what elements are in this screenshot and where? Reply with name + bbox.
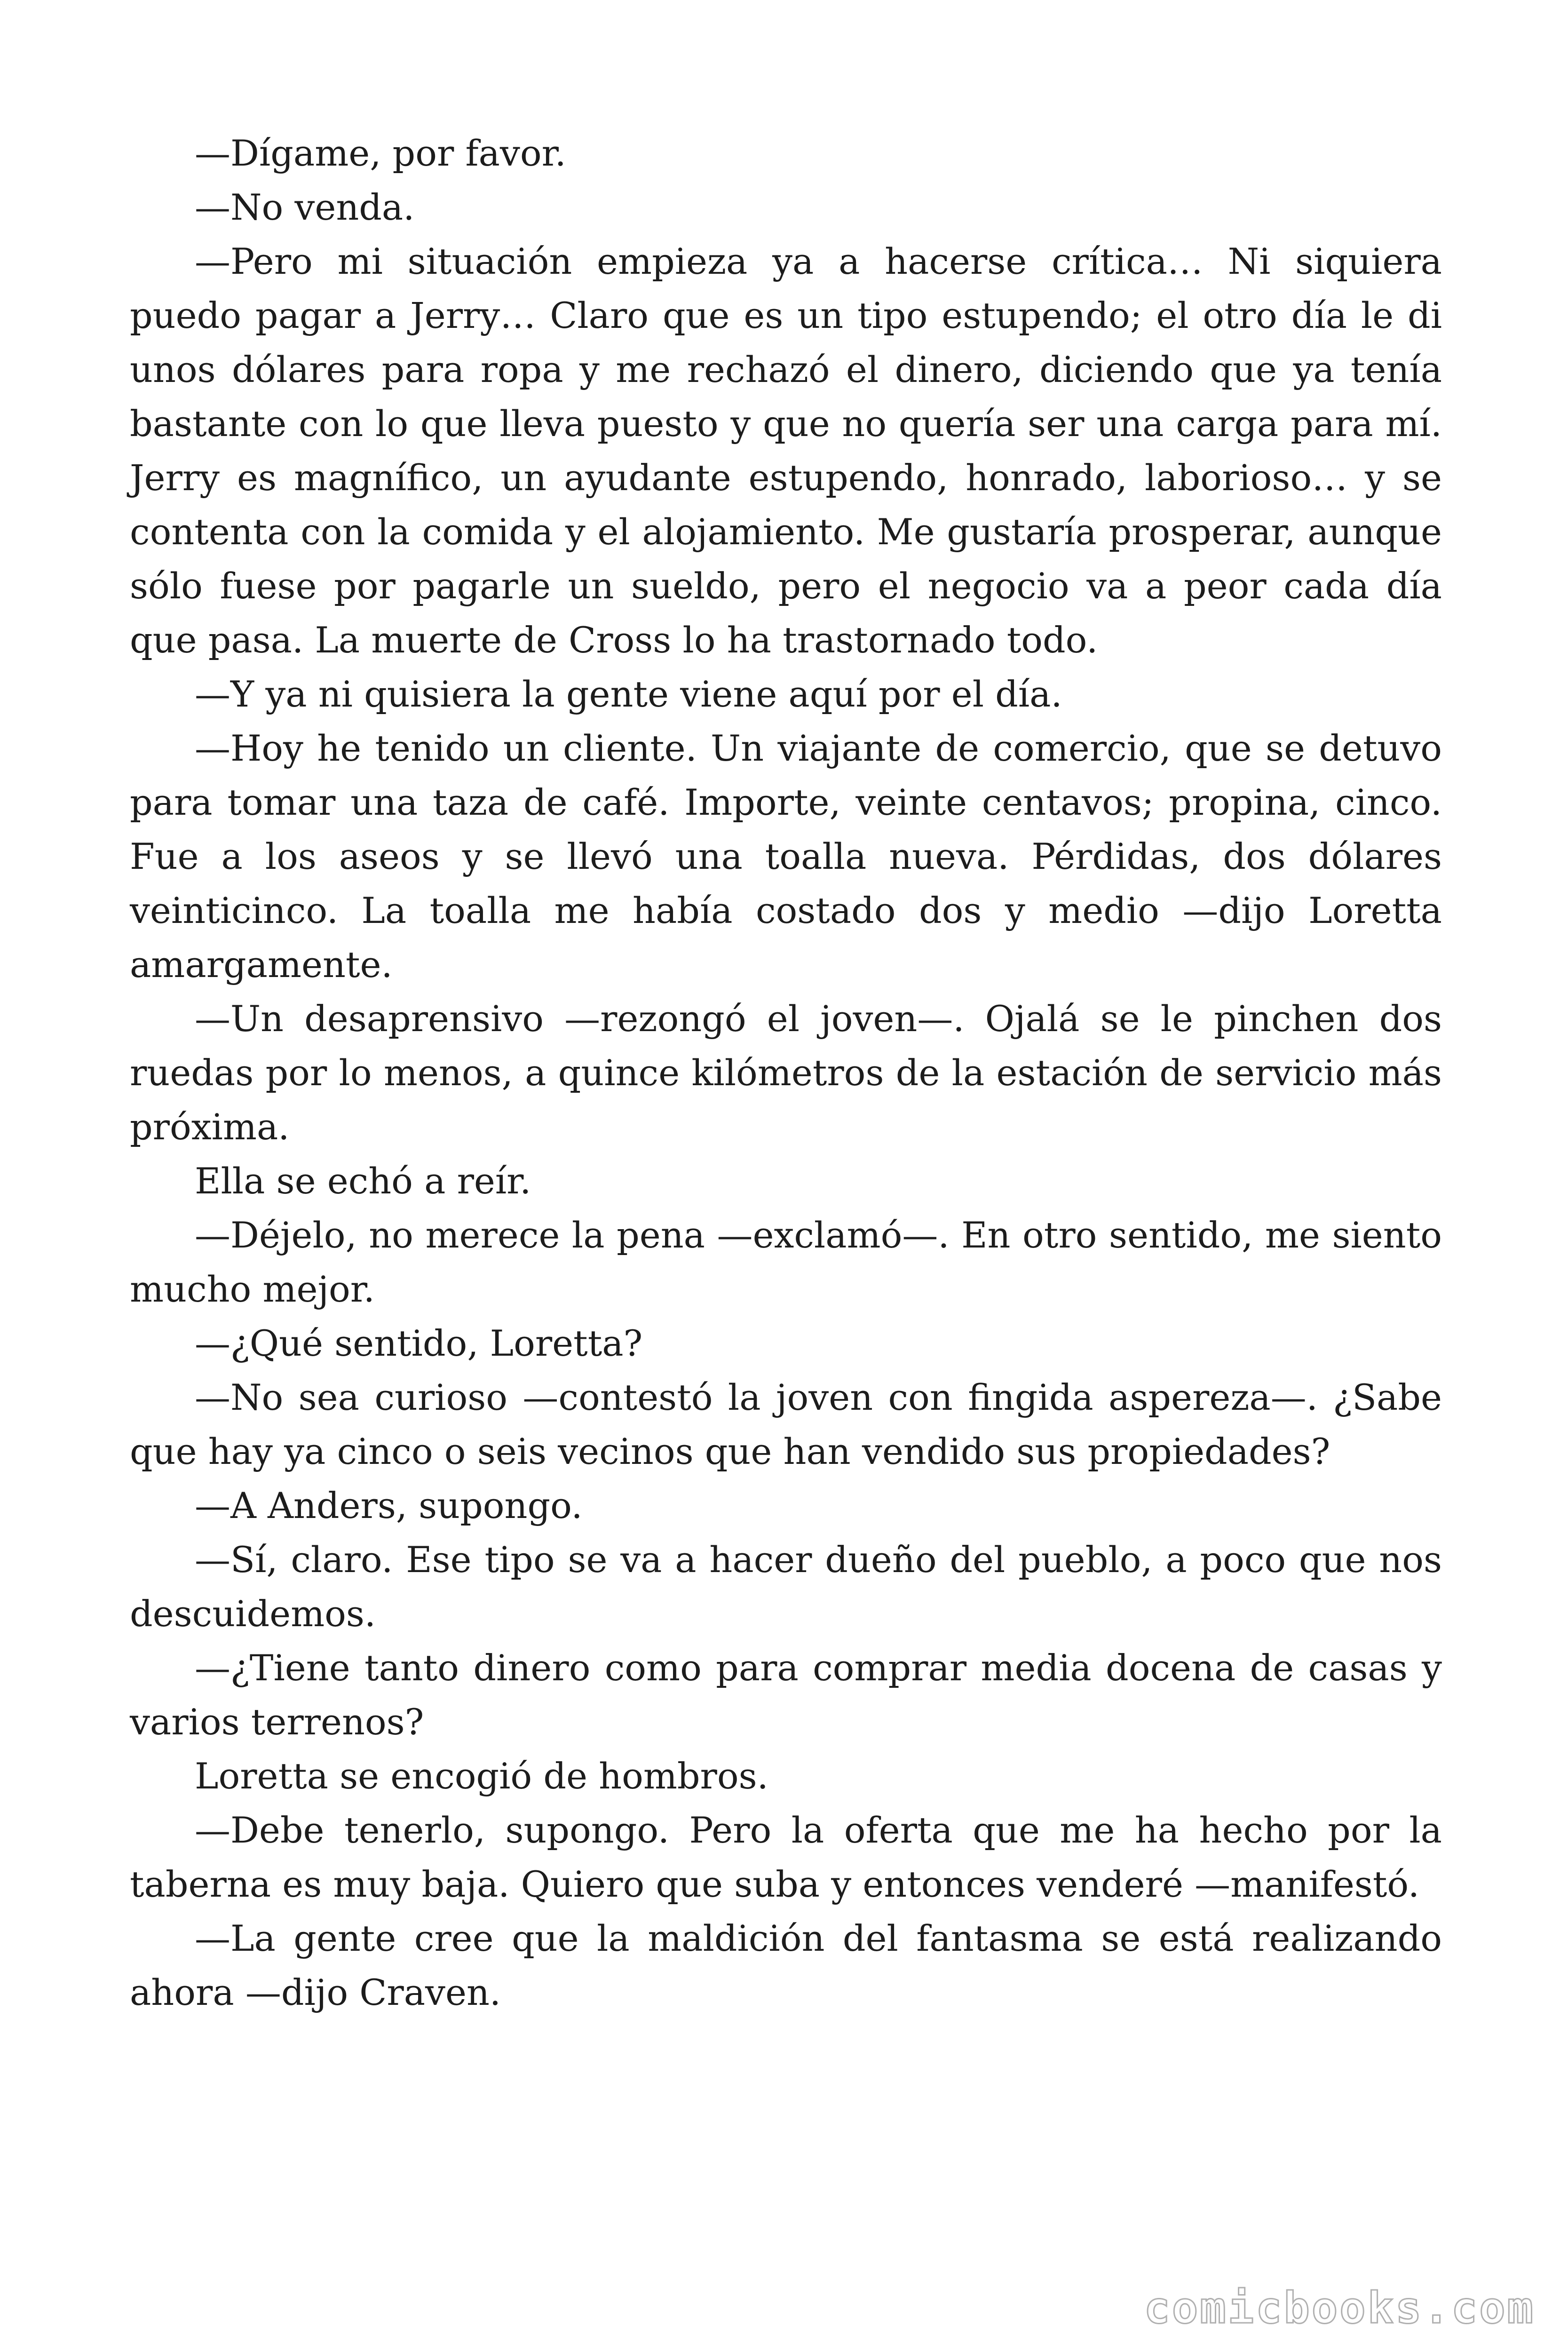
paragraph-16: —La gente cree que la maldición del fantasma se está realizando ahora —dijo Craven. — [130, 1917, 1442, 2013]
paragraph-15: —Debe tenerlo, supongo. Pero la oferta que me ha hecho por la taberna es muy baja. Quiero que suba y entonces venderé —manifestó. — [130, 1809, 1442, 1905]
paragraph-1: —Dígame, por favor. — [195, 132, 566, 174]
paragraph-10: —No sea curioso —contestó la joven con fingida aspereza—. ¿Sabe que hay ya cinco o seis vecinos que han vendido sus propiedades? — [130, 1376, 1442, 1472]
watermark-text: comicbooks.com — [1144, 2283, 1535, 2333]
body-text — [130, 126, 1442, 2019]
paragraph-2: —No venda. — [195, 186, 415, 228]
paragraph-12: —Sí, claro. Ese tipo se va a hacer dueño del pueblo, a poco que nos descuidemos. — [130, 1539, 1442, 1635]
paragraph-9: —¿Qué sentido, Loretta? — [195, 1322, 643, 1364]
paragraph-5: —Hoy he tenido un cliente. Un viajante de comercio, que se detuvo para tomar una taza de café. Importe, veinte centavos; propina, cinco. Fue a los aseos y se llevó una toalla nueva. Pérdidas, dos dólares veinticinco. La toalla me había costado dos y medio —dijo Loretta amargamente. — [130, 727, 1442, 985]
paragraph-13: —¿Tiene tanto dinero como para comprar media docena de casas y varios terrenos? — [130, 1647, 1442, 1743]
paragraph-7: Ella se echó a reír. — [195, 1160, 531, 1202]
paragraph-3: —Pero mi situación empieza ya a hacerse crítica… Ni siquiera puedo pagar a Jerry… Claro que es un tipo estupendo; el otro día le di unos dólares para ropa y me rechazó el dinero, diciendo que ya tenía bastante con lo que lleva puesto y que no quería ser una carga para mí. Jerry es magnífico, un ayudante estupendo, honrado, laborioso… y se contenta con la comida y el alojamiento. Me gustaría prosperar, aunque sólo fuese por pagarle un sueldo, pero el negocio va a peor cada día que pasa. La muerte de Cross lo ha trastornado todo. — [130, 240, 1442, 661]
paragraph-4: —Y ya ni quisiera la gente viene aquí por el día. — [195, 673, 1062, 715]
paragraph-14: Loretta se encogió de hombros. — [195, 1755, 768, 1797]
paragraph-8: —Déjelo, no merece la pena —exclamó—. En otro sentido, me siento mucho mejor. — [130, 1214, 1442, 1310]
paragraph-11: —A Anders, supongo. — [195, 1485, 583, 1526]
paragraph-6: —Un desaprensivo —rezongó el joven—. Ojalá se le pinchen dos ruedas por lo menos, a quince kilómetros de la estación de servicio más próxima. — [130, 998, 1442, 1148]
